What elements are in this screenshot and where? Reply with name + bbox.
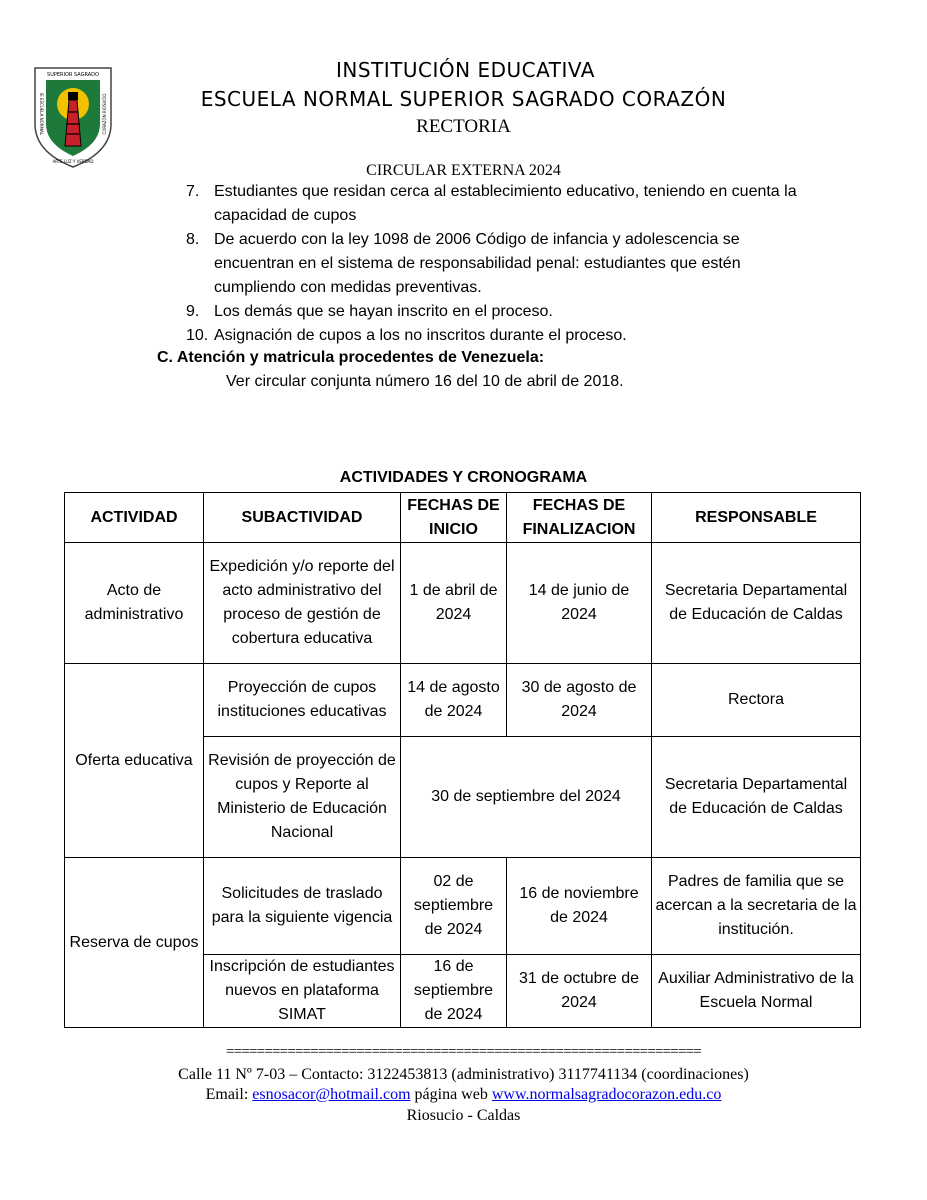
list-item-number: 10. bbox=[186, 327, 209, 344]
cell-responsable: Auxiliar Administrativo de la Escuela Normal bbox=[652, 955, 861, 1028]
list-item bbox=[186, 324, 806, 348]
schedule-table bbox=[64, 492, 861, 1028]
table-row bbox=[65, 543, 861, 664]
cell-actividad: Oferta educativa bbox=[65, 664, 204, 858]
footer-separator: ============================================================== bbox=[226, 1044, 701, 1060]
logo-right-text: CORAZÓN RIOSUCIO bbox=[102, 93, 107, 135]
list-item-text: Estudiantes que residan cerca al establecimiento educativo, teniendo en cuenta la capacidad de cupos bbox=[214, 183, 797, 224]
cell-actividad: Acto de administrativo bbox=[65, 543, 204, 664]
cell-inicio: 14 de agosto de 2024 bbox=[401, 664, 507, 737]
footer-city: Riosucio - Caldas bbox=[406, 1107, 521, 1124]
office-heading: RECTORIA bbox=[416, 116, 511, 137]
logo-bottom-text: ARTE LUZ Y VERDAD bbox=[52, 159, 94, 164]
list-item-number: 9. bbox=[186, 303, 200, 320]
website-link[interactable]: www.normalsagradocorazon.edu.co bbox=[491, 1086, 722, 1103]
cell-subactividad: Revisión de proyección de cupos y Reporte al Ministerio de Educación Nacional bbox=[204, 737, 401, 858]
footer-contact bbox=[0, 1086, 927, 1104]
section-c-title: C. Atención y matricula procedentes de Venezuela: bbox=[157, 349, 545, 366]
cell-responsable: Secretaria Departamental de Educación de Caldas bbox=[652, 543, 861, 664]
table-header-row bbox=[65, 493, 861, 543]
header-responsable: RESPONSABLE bbox=[652, 493, 861, 543]
cell-subactividad: Proyección de cupos instituciones educativas bbox=[204, 664, 401, 737]
list-item-number: 8. bbox=[186, 231, 200, 248]
document-heading: CIRCULAR EXTERNA 2024 bbox=[366, 162, 561, 179]
email-label: Email: bbox=[205, 1086, 249, 1103]
cell-fin: 14 de junio de 2024 bbox=[507, 543, 652, 664]
cell-subactividad: Expedición y/o reporte del acto administrativo del proceso de gestión de cobertura educativa bbox=[204, 543, 401, 664]
cell-subactividad: Inscripción de estudiantes nuevos en plataforma SIMAT bbox=[204, 955, 401, 1028]
cell-subactividad: Solicitudes de traslado para la siguiente vigencia bbox=[204, 858, 401, 955]
cell-responsable: Rectora bbox=[652, 664, 861, 737]
school-heading: ESCUELA NORMAL SUPERIOR SAGRADO CORAZÓN bbox=[200, 87, 727, 111]
logo-left-text: IE ESCUELA NORMAL bbox=[39, 93, 44, 135]
cell-fechas: 30 de septiembre del 2024 bbox=[401, 737, 652, 858]
header-fecha-inicio: FECHAS DE INICIO bbox=[401, 493, 507, 543]
cell-fin: 16 de noviembre de 2024 bbox=[507, 858, 652, 955]
cell-inicio: 1 de abril de 2024 bbox=[401, 543, 507, 664]
table-row bbox=[65, 858, 861, 955]
cell-fin: 30 de agosto de 2024 bbox=[507, 664, 652, 737]
header-fecha-fin: FECHAS DE FINALIZACION bbox=[507, 493, 652, 543]
web-label: página web bbox=[414, 1086, 488, 1103]
cell-fin: 31 de octubre de 2024 bbox=[507, 955, 652, 1028]
section-c-text: Ver circular conjunta número 16 del 10 de abril de 2018. bbox=[226, 373, 624, 390]
institution-heading: INSTITUCIÓN EDUCATIVA bbox=[336, 58, 595, 82]
cell-actividad: Reserva de cupos bbox=[65, 858, 204, 1028]
footer-address: Calle 11 Nº 7-03 – Contacto: 3122453813 (administrativo) 3117741134 (coordinaciones) bbox=[178, 1066, 749, 1083]
list-item-text: De acuerdo con la ley 1098 de 2006 Código de infancia y adolescencia se encuentran en el sistema de responsabilidad penal: estudiantes que estén cumpliendo con medidas preventivas. bbox=[214, 231, 741, 296]
logo-top-text: SUPERIOR SAGRADO bbox=[47, 72, 99, 78]
table-row bbox=[65, 664, 861, 737]
criteria-list bbox=[186, 180, 806, 348]
table-title: ACTIVIDADES Y CRONOGRAMA bbox=[339, 469, 588, 486]
list-item bbox=[186, 300, 806, 324]
list-item bbox=[186, 180, 806, 228]
email-link[interactable]: esnosacor@hotmail.com bbox=[252, 1086, 411, 1103]
list-item bbox=[186, 228, 806, 300]
list-item-text: Los demás que se hayan inscrito en el proceso. bbox=[214, 303, 553, 320]
list-item-number: 7. bbox=[186, 183, 200, 200]
cell-inicio: 02 de septiembre de 2024 bbox=[401, 858, 507, 955]
header-subactividad: SUBACTIVIDAD bbox=[204, 493, 401, 543]
cell-responsable: Secretaria Departamental de Educación de Caldas bbox=[652, 737, 861, 858]
header-actividad: ACTIVIDAD bbox=[65, 493, 204, 543]
cell-responsable: Padres de familia que se acercan a la secretaria de la institución. bbox=[652, 858, 861, 955]
list-item-text: Asignación de cupos a los no inscritos durante el proceso. bbox=[214, 327, 627, 344]
cell-inicio: 16 de septiembre de 2024 bbox=[401, 955, 507, 1028]
